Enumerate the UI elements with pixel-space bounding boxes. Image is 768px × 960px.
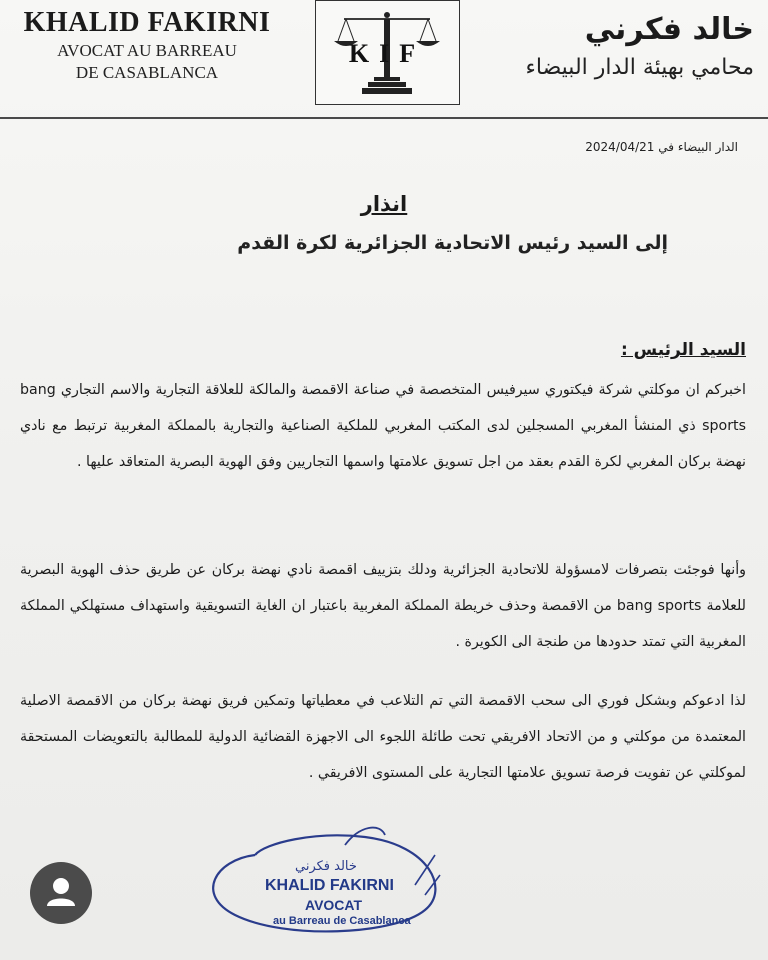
letterhead-left	[12, 6, 282, 84]
user-avatar-button[interactable]	[30, 862, 92, 924]
signature-bar-fr: au Barreau de Casablanca	[273, 915, 411, 927]
lawyer-title-ar: محامي بهيئة الدار البيضاء	[525, 55, 754, 80]
letter-subject	[0, 192, 768, 216]
letter-salutation	[621, 340, 746, 360]
paragraph-2: وأنها فوجئت بتصرفات لامسؤولة للاتحادية الجزائرية ودلك بتزييف اقمصة نادي نهضة بركان عن طريق حذف الهوية البصرية للعلامة bang sports من الاقمصة وحذف خريطة المملكة المغربية باعتبار ان الغاية التسويقية واستهداف مستهلكي المملكة المغربية التي تمتد حدودها من طنجة الى الكويرة .	[20, 562, 747, 650]
user-avatar-icon	[30, 862, 92, 924]
letterhead-right	[494, 8, 754, 84]
signature-title-fr: AVOCAT	[305, 897, 363, 913]
logo-monogram: KIF	[348, 39, 426, 68]
salutation-text: السيد الرئيس :	[620, 340, 746, 360]
letter-date: الدار البيضاء في 2024/04/21	[585, 140, 738, 154]
signature-name-ar: خالد فكرني	[295, 859, 357, 874]
signature-stamp	[195, 815, 455, 955]
lawyer-name-ar: خالد فكرني	[584, 12, 754, 47]
paragraph-1: اخبركم ان موكلتي شركة فيكتوري سيرفيس المتخصصة في صناعة الاقمصة والمالكة للعلاقة التجارية والاسم التجاري bang sports ذي المنشأ المغربي المسجلين لدى المكتب المغربي للملكية الصناعية والتجارية بالمملكة المغربية ترتبط مع نادي نهضة بركان المغربي لكرة القدم بعقد من اجل تسويق علامتها واسمها التجاريين وفق الهوية البصرية المتعاقد عليها .	[20, 382, 746, 470]
lawyer-name-fr: KHALID FAKIRNI	[23, 7, 271, 38]
letter-recipient: إلى السيد رئيس الاتحادية الجزائرية لكرة القدم	[237, 232, 668, 254]
signature-name-fr: KHALID FAKIRNI	[265, 877, 394, 894]
law-office-logo	[315, 0, 460, 105]
subject-text: انذار	[360, 192, 408, 216]
paragraph-3: لذا ادعوكم وبشكل فوري الى سحب الاقمصة التي تم التلاعب في معطياتها وتمكين فريق نهضة بركان من الاقمصة الاصلية المعتمدة من موكلتي و من الاتحاد الافريقي تحت طائلة اللجوء الى الاجهزة القضائية الدولية للمطالبة بالتعويضات المستحقة لموكلتي عن تفويت فرصة تسويق علامتها التجارية على المستوى الافريقي .	[20, 693, 746, 781]
lawyer-title-fr-1: AVOCAT AU BARREAU	[57, 41, 237, 60]
letterhead-divider	[0, 117, 768, 119]
lawyer-title-fr-2: DE CASABLANCA	[75, 63, 219, 82]
